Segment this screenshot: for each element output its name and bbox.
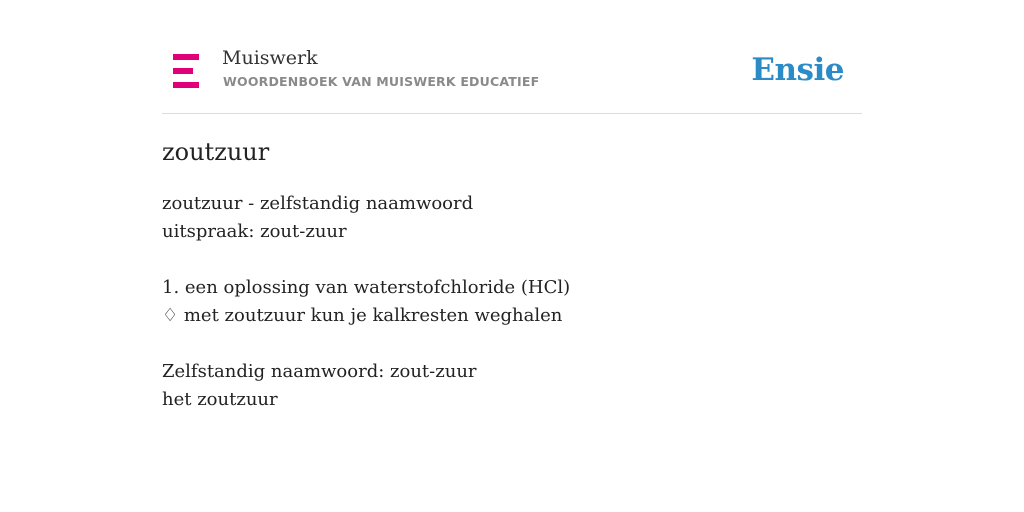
- entry-line-word-class: zoutzuur - zelfstandig naamwoord: [162, 193, 474, 214]
- logo-bar-top: [173, 54, 199, 60]
- entry-line-hyphenation: Zelfstandig naamwoord: zout-zuur: [162, 361, 477, 382]
- entry-line-article: het zoutzuur: [162, 389, 278, 410]
- entry-line-pronunciation: uitspraak: zout-zuur: [162, 221, 347, 242]
- entry-line-definition: 1. een oplossing van waterstofchloride (HCl): [162, 277, 571, 298]
- definition-body: [162, 190, 862, 414]
- site-header: [162, 38, 862, 114]
- page-title: zoutzuur: [162, 138, 270, 166]
- entry-line-example: ♢ met zoutzuur kun je kalkresten weghalen: [162, 305, 563, 326]
- brand-subtitle: WOORDENBOEK VAN MUISWERK EDUCATIEF: [223, 74, 540, 89]
- entry-line-spacer: [162, 330, 862, 358]
- muiswerk-logo-icon[interactable]: [173, 54, 199, 88]
- logo-bar-middle: [173, 68, 193, 74]
- ensie-logo[interactable]: Ensie: [751, 52, 844, 88]
- brand-name[interactable]: Muiswerk: [222, 47, 318, 69]
- entry-line-spacer: [162, 246, 862, 274]
- logo-bar-bottom: [173, 82, 199, 88]
